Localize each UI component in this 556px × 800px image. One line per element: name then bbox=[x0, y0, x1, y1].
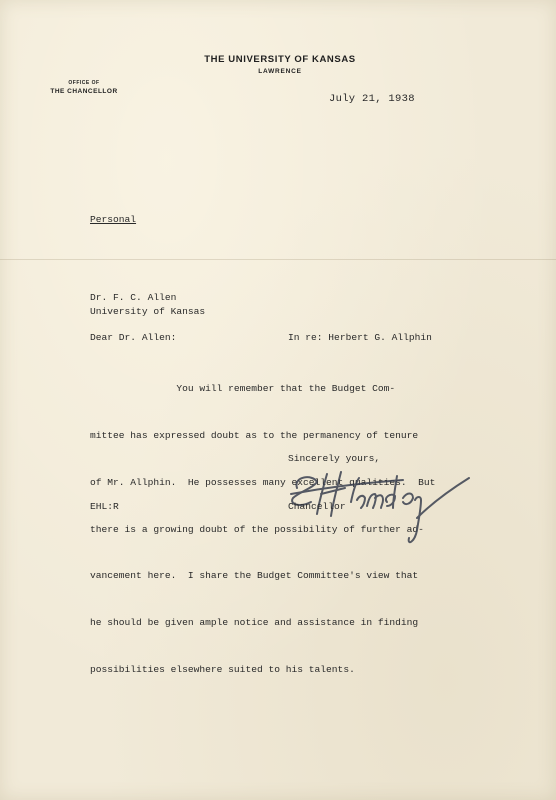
recipient-name: Dr. F. C. Allen bbox=[90, 292, 177, 303]
letterhead-university: THE UNIVERSITY OF KANSAS bbox=[204, 54, 356, 65]
signer-title: Chancellor bbox=[288, 501, 346, 512]
letterhead-city: LAWRENCE bbox=[258, 68, 302, 75]
recipient-org: University of Kansas bbox=[90, 306, 206, 317]
paper-fold-line bbox=[0, 259, 556, 260]
body-line: there is a growing doubt of the possibility of further ad- bbox=[90, 523, 424, 535]
closing: Sincerely yours, bbox=[288, 453, 381, 464]
office-line2: THE CHANCELLOR bbox=[50, 88, 118, 95]
body-line: he should be given ample notice and assistance in finding bbox=[90, 617, 419, 629]
body-line: mittee has expressed doubt as to the permanency of tenure bbox=[90, 429, 419, 441]
body-line: possibilities elsewhere suited to his talents. bbox=[90, 663, 355, 675]
reference-initials: EHL:R bbox=[90, 501, 119, 512]
personal-marking: Personal bbox=[90, 214, 137, 225]
office-line1: OFFICE OF bbox=[68, 80, 100, 86]
letterhead bbox=[170, 54, 390, 75]
body-line: You will remember that the Budget Com- bbox=[90, 383, 396, 395]
salutation: Dear Dr. Allen: bbox=[90, 332, 177, 343]
body-line: of Mr. Allphin. He possesses many excellent qualities. But bbox=[90, 476, 436, 488]
office-block bbox=[46, 80, 122, 95]
subject-line: In re: Herbert G. Allphin bbox=[288, 332, 432, 343]
letter-date: July 21, 1938 bbox=[329, 93, 415, 105]
body-line: vancement here. I share the Budget Committee's view that bbox=[90, 570, 419, 582]
